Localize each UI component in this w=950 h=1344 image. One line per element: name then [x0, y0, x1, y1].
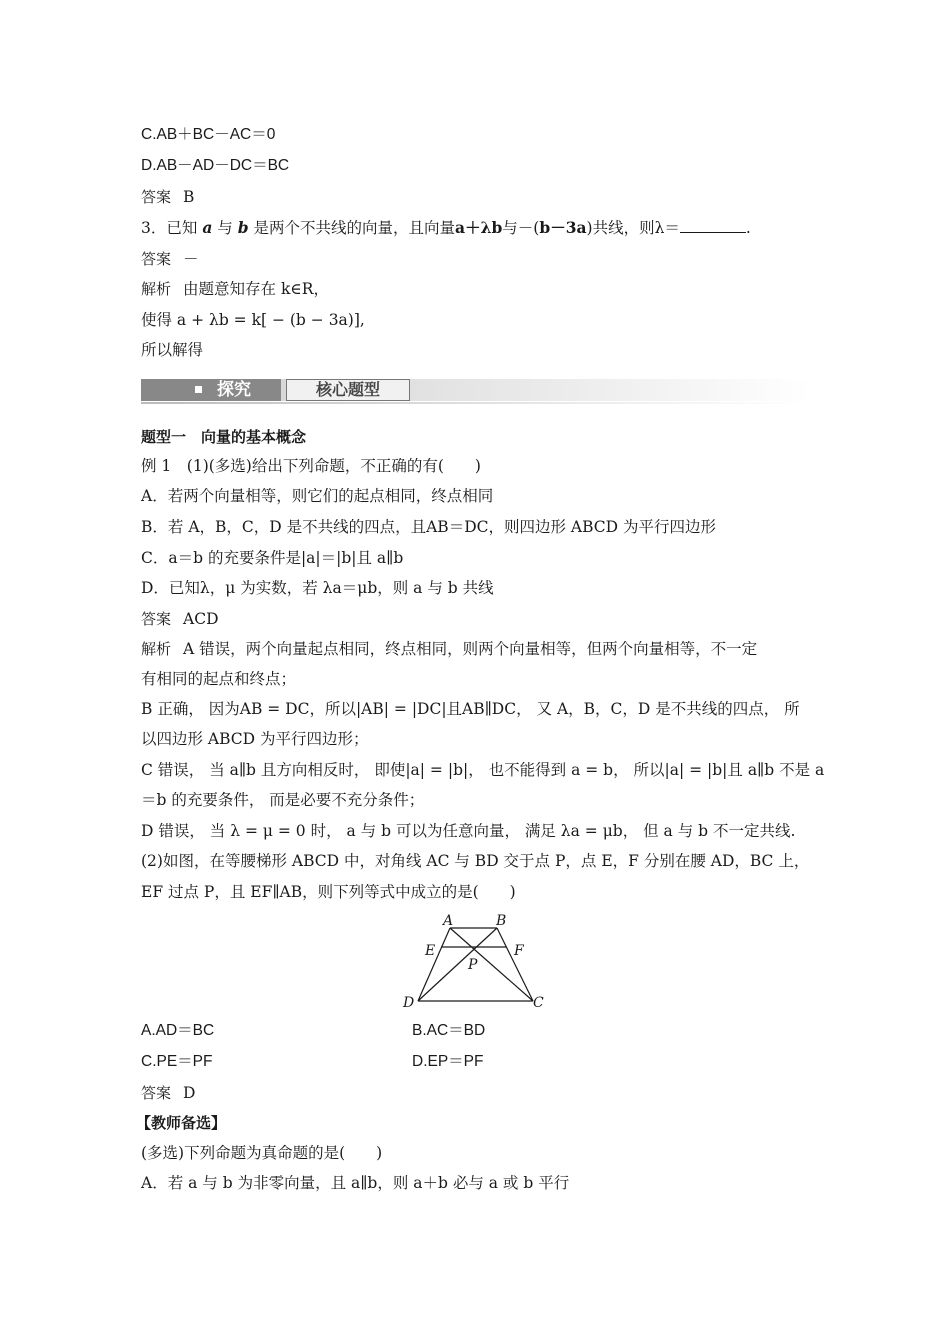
side-da — [418, 928, 450, 1001]
analysis-a-text: A 错误，两个向量起点相同，终点相同，则两个向量相等，但两个向量相等，不一定 — [183, 640, 758, 658]
question-2: (2)如图，在等腰梯形 ABCD 中，对角线 AC 与 BD 交于点 P，点 E，F 分别在腰 AD，BC 上， — [141, 852, 810, 870]
teacher-option-a: A．若 a 与 b 为非零向量，且 a∥b，则 a＋b 必与 a 或 b 平行 — [141, 1174, 570, 1192]
question-3 — [141, 218, 751, 238]
analysis-label: 解析 — [141, 280, 172, 298]
analysis-c-2: ＝b 的充要条件， 而是必要不充分条件； — [141, 791, 425, 809]
option-2d: D.EP＝PF — [412, 1053, 484, 1070]
answer-label: 答案 — [141, 1084, 172, 1102]
option-2a: A.AD＝BC — [141, 1022, 215, 1039]
analysis-b-2: 以四边形 ABCD 为平行四边形； — [141, 730, 369, 748]
label-b: B — [496, 913, 507, 929]
option-d-line: D.AB－AD－DC＝BC — [141, 157, 290, 174]
answer-blank — [680, 218, 746, 233]
q3-text-1: 3．已知 — [141, 219, 198, 237]
teacher-question: (多选)下列命题为真命题的是( ) — [141, 1144, 383, 1162]
q3-text-3: 是两个不共线的向量，且向量 — [253, 219, 456, 237]
analysis-text: 由题意知存在 k∈R， — [183, 280, 329, 298]
option-c: C．a＝b 的充要条件是|a|＝|b|且 a∥b — [141, 549, 404, 567]
diagonal-ac — [450, 928, 533, 1001]
option-b: B．若 A，B，C，D 是不共线的四点，且AB＝DC，则四边形 ABCD 为平行四边形 — [141, 518, 717, 536]
analysis-label: 解析 — [141, 640, 172, 658]
q3-expr-1: a＋λb — [455, 218, 503, 237]
option-2b: B.AC＝BD — [412, 1022, 486, 1039]
answer-line — [141, 187, 194, 207]
answer-value: ACD — [183, 610, 219, 628]
side-bc — [497, 928, 533, 1001]
analysis-a-2: 有相同的起点和终点； — [141, 670, 297, 688]
q3-vector-a: a — [202, 218, 213, 237]
label-f: F — [514, 943, 524, 959]
analysis-line — [141, 279, 329, 299]
trapezoid-figure — [395, 908, 555, 1012]
question-2-b: EF 过点 P，且 EF∥AB，则下列等式中成立的是( ) — [141, 883, 516, 901]
answer-value: B — [183, 188, 195, 206]
q3-end: . — [745, 219, 751, 237]
answer-label: 答案 — [141, 250, 172, 268]
answer-label: 答案 — [141, 610, 172, 628]
option-a: A．若两个向量相等，则它们的起点相同，终点相同 — [141, 487, 494, 505]
option-d: D．已知λ，μ 为实数，若 λa＝μb，则 a 与 b 共线 — [141, 579, 494, 597]
analysis-line-3: 所以解得 — [141, 341, 204, 359]
teacher-heading: 【教师备选】 — [136, 1114, 227, 1132]
q3-text-4: 与－( — [502, 219, 540, 237]
label-p: P — [468, 957, 478, 973]
answer-label: 答案 — [141, 188, 172, 206]
answer-line-3 — [141, 609, 219, 629]
option-c-line: C.AB＋BC－AC＝0 — [141, 126, 276, 143]
section-banner — [141, 379, 811, 405]
diagonal-bd — [418, 928, 497, 1001]
analysis-c: C 错误， 当 a∥b 且方向相反时， 即使|a| = |b|， 也不能得到 a = b， 所以|a| = |b|且 a∥b 不是 a — [141, 761, 825, 779]
section-title: 题型一 向量的基本概念 — [141, 428, 307, 446]
banner-right-label: 核心题型 — [315, 380, 380, 399]
q3-text-2: 与 — [217, 219, 233, 237]
label-a: A — [443, 913, 454, 929]
answer-value: D — [183, 1084, 196, 1102]
banner-left-label: 探究 — [217, 380, 251, 400]
answer-value: － — [183, 250, 199, 268]
q3-expr-2: b－3a — [539, 218, 587, 237]
answer-line-2 — [141, 249, 199, 269]
option-2c: C.PE＝PF — [141, 1053, 213, 1070]
analysis-line-2: 使得 a + λb = k[ − (b − 3a)], — [141, 311, 365, 329]
answer-line-4 — [141, 1083, 195, 1103]
label-e: E — [425, 943, 436, 959]
q3-text-5: )共线，则λ＝ — [586, 219, 680, 237]
square-bullet-icon — [195, 386, 202, 393]
banner-box — [286, 379, 410, 401]
label-c: C — [533, 995, 544, 1011]
analysis-b: B 正确， 因为AB = DC，所以|AB| = |DC|且AB∥DC， 又 A，B，C，D 是不共线的四点， 所 — [141, 700, 800, 718]
banner-dark-block — [141, 379, 281, 401]
q3-vector-b: b — [237, 218, 249, 237]
label-d: D — [403, 995, 415, 1011]
analysis-a — [141, 639, 757, 659]
example-1: 例 1 (1)(多选)给出下列命题，不正确的有( ) — [141, 457, 481, 475]
banner-underline — [141, 402, 811, 404]
analysis-d: D 错误， 当 λ = μ = 0 时， a 与 b 可以为任意向量， 满足 λa = μb， 但 a 与 b 不一定共线. — [141, 822, 796, 840]
